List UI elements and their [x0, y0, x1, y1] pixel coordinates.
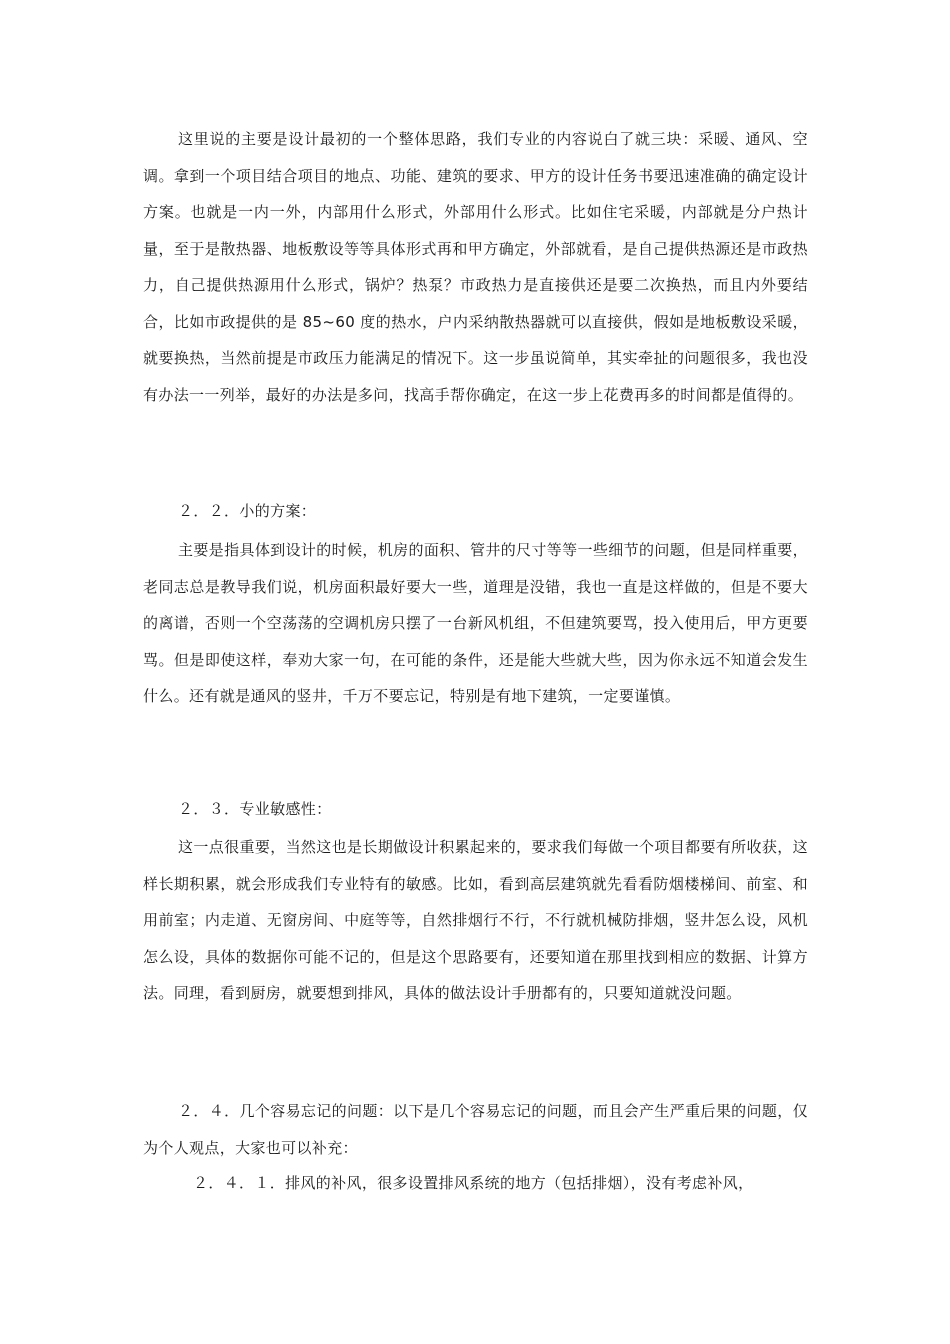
section-2-4-1-item: ２．４．１．排风的补风，很多设置排风系统的地方（包括排烟），没有考虑补风， — [193, 1174, 754, 1192]
section-2-2-paragraph: 主要是指具体到设计的时候，机房的面积、管井的尺寸等等一些细节的问题，但是同样重要，老同志总是教导我们说，机房面积最好要大一些，道理是没错，我也一直是这样做的，但是不要大的离谱，否则一个空荡荡的空调机房只摆了一台新风机组，不但建筑要骂，投入使用后，甲方更要骂。但是即使这样，奉劝大家一句，在可能的条件，还是能大些就大些，因为你永远不知道会发生什么。还有就是通风的竖井，千万不要忘记，特别是有地下建筑，一定要谨慎。 — [143, 541, 808, 705]
intro-paragraph: 这里说的主要是设计最初的一个整体思路，我们专业的内容说白了就三块：采暖、通风、空调。拿到一个项目结合项目的地点、功能、建筑的要求、甲方的设计任务书要迅速准确的确定设计方案。也就是一内一外，内部用什么形式，外部用什么形式。比如住宅采暖，内部就是分户热计量，至于是散热器、地板敷设等等具体形式再和甲方确定，外部就看，是自己提供热源还是市政热力，自己提供热源用什么形式，锅炉？热泵？市政热力是直接供还是要二次换热，而且内外要结合，比如市政提供的是 85~60 度的热水，户内采纳散热器就可以直接供，假如是地板敷设采暖，就要换热，当然前提是市政压力能满足的情况下。这一步虽说简单，其实牵扯的问题很多，我也没有办法一一列举，最好的办法是多问，找高手帮你确定，在这一步上花费再多的时间都是值得的。 — [143, 130, 808, 404]
section-2-2-heading: ２．２．小的方案： — [178, 502, 317, 520]
section-2-4-paragraph: ２．４．几个容易忘记的问题：以下是几个容易忘记的问题，而且会产生严重后果的问题，仅为个人观点，大家也可以补充： — [143, 1102, 808, 1157]
section-2-3-heading: ２．３．专业敏感性： — [178, 800, 332, 818]
section-2-3-paragraph: 这一点很重要，当然这也是长期做设计积累起来的，要求我们每做一个项目都要有所收获，这样长期积累，就会形成我们专业特有的敏感。比如，看到高层建筑就先看看防烟楼梯间、前室、和用前室；内走道、无窗房间、中庭等等，自然排烟行不行，不行就机械防排烟，竖井怎么设，风机怎么设，具体的数据你可能不记的，但是这个思路要有，还要知道在那里找到相应的数据、计算方法。同理，看到厨房，就要想到排风，具体的做法设计手册都有的，只要知道就没问题。 — [143, 838, 808, 1002]
